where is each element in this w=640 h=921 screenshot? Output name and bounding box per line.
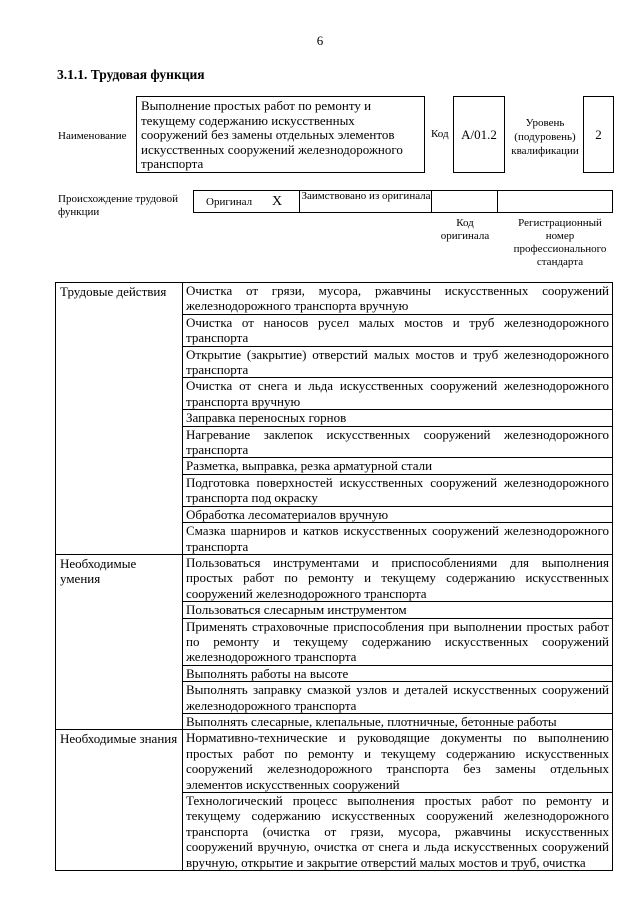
section-title-cell: Трудовые действия [56,283,183,555]
list-item: Подготовка поверхностей искусственных сооружений железнодорожного транспорта под окраску [183,474,613,506]
page-number: 6 [316,33,324,48]
level-box: 2 [583,96,614,173]
origin-table [193,190,613,213]
origin-original-cell [193,190,299,213]
list-item: Обработка лесоматериалов вручную [183,506,613,522]
table-row [56,554,613,601]
code-box: А/01.2 [453,96,505,173]
borrowed-label: Заимствовано из оригинала [301,190,431,202]
section-title: 3.1.1. Трудовая функция [57,67,205,82]
origin-reg-caption: Регистрационный номер профессионального стандарта [513,217,607,268]
list-item: Смазка шарниров и катков искусственных сооружений железнодорожного транспорта [183,523,613,555]
list-item: Применять страховочные приспособления при выполнении простых работ по ремонту и текущему содержанию искусственных сооружений железнодорожного транспорта [183,618,613,665]
table-row [56,283,613,315]
list-item: Выполнять работы на высоте [183,665,613,681]
original-label: Оригинал [206,196,253,208]
level-label: Уровень (подуровень) квалификации [511,117,579,157]
origin-reg-cell [497,190,613,213]
original-mark: X [272,194,283,209]
code-label: Код [431,128,449,140]
list-item: Выполнять слесарные, клепальные, плотничные, бетонные работы [183,713,613,729]
origin-borrowed-cell [299,190,431,213]
section-title-cell: Необходимые умения [56,554,183,729]
origin-code-caption: Код оригинала [440,217,490,242]
function-name-box: Выполнение простых работ по ремонту и текущему содержанию искусственных сооружений без замены отдельных элементов искусственных сооружений железнодорожного транспорта [136,96,425,173]
list-item: Очистка от снега и льда искусственных сооружений железнодорожного транспорта вручную [183,378,613,410]
table-row [56,730,613,793]
list-item: Нормативно-технические и руководящие документы по выполнению простых работ по ремонту и текущему содержанию искусственных сооружений железнодорожного транспорта без замены отдельных элементов искусственных сооружений [183,730,613,793]
list-item: Открытие (закрытие) отверстий малых мостов и труб железнодорожного транспорта [183,346,613,378]
origin-code-cell [431,190,497,213]
list-item: Пользоваться слесарным инструментом [183,602,613,618]
list-item: Заправка переносных горнов [183,410,613,426]
origin-label: Происхождение трудовой функции [58,193,179,218]
list-item: Разметка, выправка, резка арматурной стали [183,458,613,474]
functions-table [55,282,613,871]
list-item: Нагревание заклепок искусственных сооружений железнодорожного транспорта [183,426,613,458]
list-item: Технологический процесс выполнения простых работ по ремонту и текущему содержанию искусственных сооружений железнодорожного транспорта (очистка от грязи, мусора, ржавчины искусственных сооружений вручную, очистка от снега и льда искусственных сооружений вручную, открытие и закрытие отверстий малых мостов и труб, очистка [183,793,613,871]
list-item: Очистка от грязи, мусора, ржавчины искусственных сооружений железнодорожного транспорта вручную [183,283,613,315]
list-item: Очистка от наносов русел малых мостов и труб железнодорожного транспорта [183,314,613,346]
name-label: Наименование [58,130,127,142]
list-item: Пользоваться инструментами и приспособлениями для выполнения простых работ по ремонту и текущему содержанию искусственных сооружений железнодорожного транспорта [183,554,613,601]
list-item: Выполнять заправку смазкой узлов и деталей искусственных сооружений железнодорожного транспорта [183,682,613,714]
section-title-cell: Необходимые знания [56,730,183,871]
